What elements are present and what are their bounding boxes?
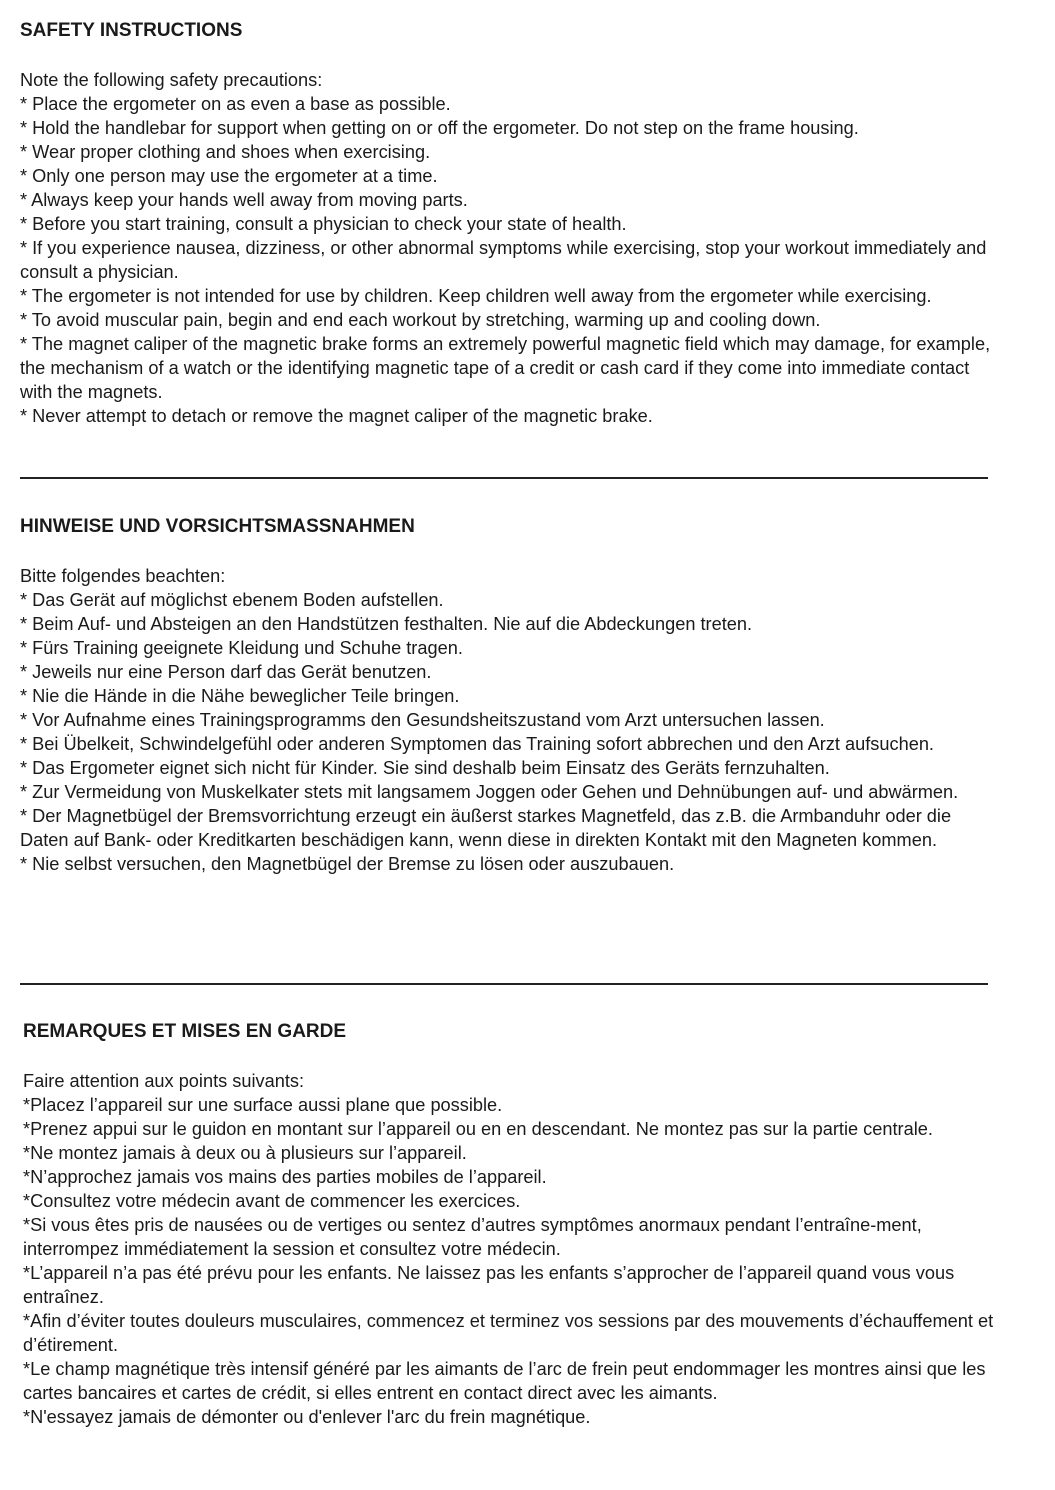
safety-instructions-section	[20, 19, 995, 428]
list-item: * Der Magnetbügel der Bremsvorrichtung erzeugt ein äußerst starkes Magnetfeld, das z.B. die Armbanduhr oder die Daten auf Bank- oder Kreditkarten beschädigen kann, wenn diese in direkten Kontakt mit den Magneten kommen.	[20, 806, 952, 850]
list-item: * Beim Auf- und Absteigen an den Handstützen festhalten. Nie auf die Abdeckungen treten.	[20, 614, 753, 634]
list-item: * Never attempt to detach or remove the magnet caliper of the magnetic brake.	[20, 406, 653, 426]
list-item: * Zur Vermeidung von Muskelkater stets mit langsamem Joggen oder Gehen und Dehnübungen auf- und abwärmen.	[20, 782, 959, 802]
list-item: * To avoid muscular pain, begin and end each workout by stretching, warming up and cooling down.	[20, 310, 821, 330]
precaution-list	[20, 588, 995, 876]
list-item: * The magnet caliper of the magnetic brake forms an extremely powerful magnetic field which may damage, for example, the mechanism of a watch or the identifying magnetic tape of a credit or cash card if they come into immediate contact with the magnets.	[20, 334, 991, 402]
section-heading: HINWEISE UND VORSICHTSMASSNAHMEN	[20, 516, 415, 537]
section-intro: Faire attention aux points suivants:	[23, 1071, 305, 1091]
precaution-list	[20, 92, 995, 428]
list-item: *Consultez votre médecin avant de commencer les exercices.	[23, 1191, 521, 1211]
list-item: * If you experience nausea, dizziness, or other abnormal symptoms while exercising, stop your workout immediately and consult a physician.	[20, 238, 987, 282]
list-item: * The ergometer is not intended for use by children. Keep children well away from the ergometer while exercising.	[20, 286, 932, 306]
section-intro: Note the following safety precautions:	[20, 70, 323, 90]
list-item: * Fürs Training geeignete Kleidung und Schuhe tragen.	[20, 638, 463, 658]
list-item: * Das Ergometer eignet sich nicht für Kinder. Sie sind deshalb beim Einsatz des Geräts fernzuhalten.	[20, 758, 830, 778]
section-divider	[20, 477, 988, 479]
list-item: *Placez l’appareil sur une surface aussi plane que possible.	[23, 1095, 503, 1115]
list-item: * Bei Übelkeit, Schwindelgefühl oder anderen Symptomen das Training sofort abbrechen und den Arzt aufsuchen.	[20, 734, 934, 754]
list-item: * Das Gerät auf möglichst ebenem Boden aufstellen.	[20, 590, 444, 610]
list-item: *N'essayez jamais de démonter ou d'enlever l'arc du frein magnétique.	[23, 1407, 591, 1427]
list-item: * Nie die Hände in die Nähe beweglicher Teile bringen.	[20, 686, 460, 706]
section-heading: REMARQUES ET MISES EN GARDE	[23, 1021, 347, 1042]
list-item: * Before you start training, consult a physician to check your state of health.	[20, 214, 627, 234]
remarques-section	[23, 1020, 998, 1429]
list-item: * Nie selbst versuchen, den Magnetbügel der Bremse zu lösen oder auszubauen.	[20, 854, 675, 874]
list-item: * Only one person may use the ergometer at a time.	[20, 166, 438, 186]
list-item: *Afin d’éviter toutes douleurs musculaires, commencez et terminez vos sessions par des mouvements d’échauffement et d’étirement.	[23, 1311, 994, 1355]
list-item: * Place the ergometer on as even a base as possible.	[20, 94, 451, 114]
list-item: * Vor Aufnahme eines Trainingsprogramms den Gesundsheitszustand vom Arzt untersuchen lassen.	[20, 710, 825, 730]
list-item: * Jeweils nur eine Person darf das Gerät benutzen.	[20, 662, 432, 682]
list-item: *N’approchez jamais vos mains des parties mobiles de l’appareil.	[23, 1167, 547, 1187]
section-heading: SAFETY INSTRUCTIONS	[20, 20, 243, 41]
list-item: *Le champ magnétique très intensif généré par les aimants de l’arc de frein peut endommager les montres ainsi que les cartes bancaires et cartes de crédit, si elles entrent en contact direct avec les aimants.	[23, 1359, 986, 1403]
hinweise-section	[20, 515, 995, 876]
section-intro: Bitte folgendes beachten:	[20, 566, 226, 586]
list-item: *Si vous êtes pris de nausées ou de vertiges ou sentez d’autres symptômes anormaux pendant l’entraîne-ment, interrompez immédiatement la session et consultez votre médecin.	[23, 1215, 922, 1259]
list-item: * Wear proper clothing and shoes when exercising.	[20, 142, 431, 162]
list-item: * Always keep your hands well away from moving parts.	[20, 190, 468, 210]
precaution-list	[23, 1093, 998, 1429]
list-item: *L’appareil n’a pas été prévu pour les enfants. Ne laissez pas les enfants s’approcher de l’appareil quand vous vous entraînez.	[23, 1263, 955, 1307]
list-item: *Ne montez jamais à deux ou à plusieurs sur l’appareil.	[23, 1143, 467, 1163]
section-divider	[20, 983, 988, 985]
list-item: * Hold the handlebar for support when getting on or off the ergometer. Do not step on the frame housing.	[20, 118, 859, 138]
list-item: *Prenez appui sur le guidon en montant sur l’appareil ou en en descendant. Ne montez pas sur la partie centrale.	[23, 1119, 933, 1139]
